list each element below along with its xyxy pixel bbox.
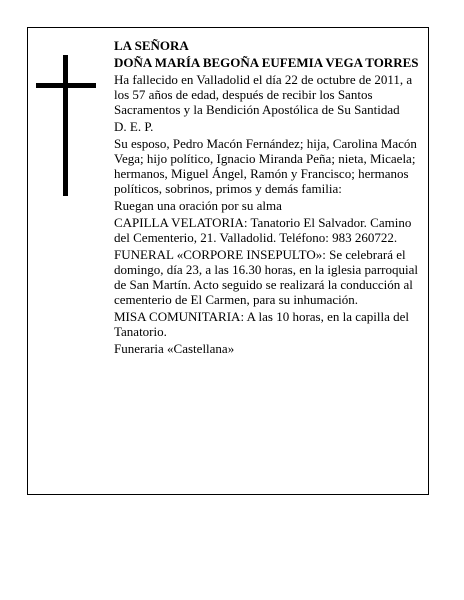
- prayer-line: Ruegan una oración por su alma: [114, 198, 282, 213]
- mass-paragraph: MISA COMUNITARIA: A las 10 horas, en la capilla del Tanatorio.: [114, 309, 410, 339]
- funeral-paragraph: FUNERAL «CORPORE INSEPULTO»: Se celebrará el domingo, día 23, a las 16.30 horas, en la iglesia parroquial de San Martín. Acto seguido se realizará la conducción al cementerio de El Carmen, para su inhumación.: [114, 247, 418, 307]
- chapel-paragraph: CAPILLA VELATORIA: Tanatorio El Salvador. Camino del Cementerio, 21. Valladolid. Teléfono: 983 260722.: [114, 215, 412, 245]
- obituary-text: [114, 38, 426, 358]
- dep-line: D. E. P.: [114, 119, 154, 134]
- cross-horizontal-bar: [36, 83, 96, 88]
- cross-vertical-bar: [63, 55, 68, 196]
- deceased-name: DOÑA MARÍA BEGOÑA EUFEMIA VEGA TORRES: [114, 55, 419, 70]
- funeral-home-line: Funeraria «Castellana»: [114, 341, 235, 356]
- title-line: LA SEÑORA: [114, 38, 189, 53]
- family-paragraph: Su esposo, Pedro Macón Fernández; hija, Carolina Macón Vega; hijo político, Ignacio Miranda Peña; nieta, Micaela; hermanos, Miguel Ángel, Ramón y Francisco; hermanos políticos, sobrinos, primos y demás familia:: [114, 136, 417, 196]
- announcement-paragraph: Ha fallecido en Valladolid el día 22 de octubre de 2011, a los 57 años de edad, después de recibir los Santos Sacramentos y la Bendición Apostólica de Su Santidad: [114, 72, 413, 117]
